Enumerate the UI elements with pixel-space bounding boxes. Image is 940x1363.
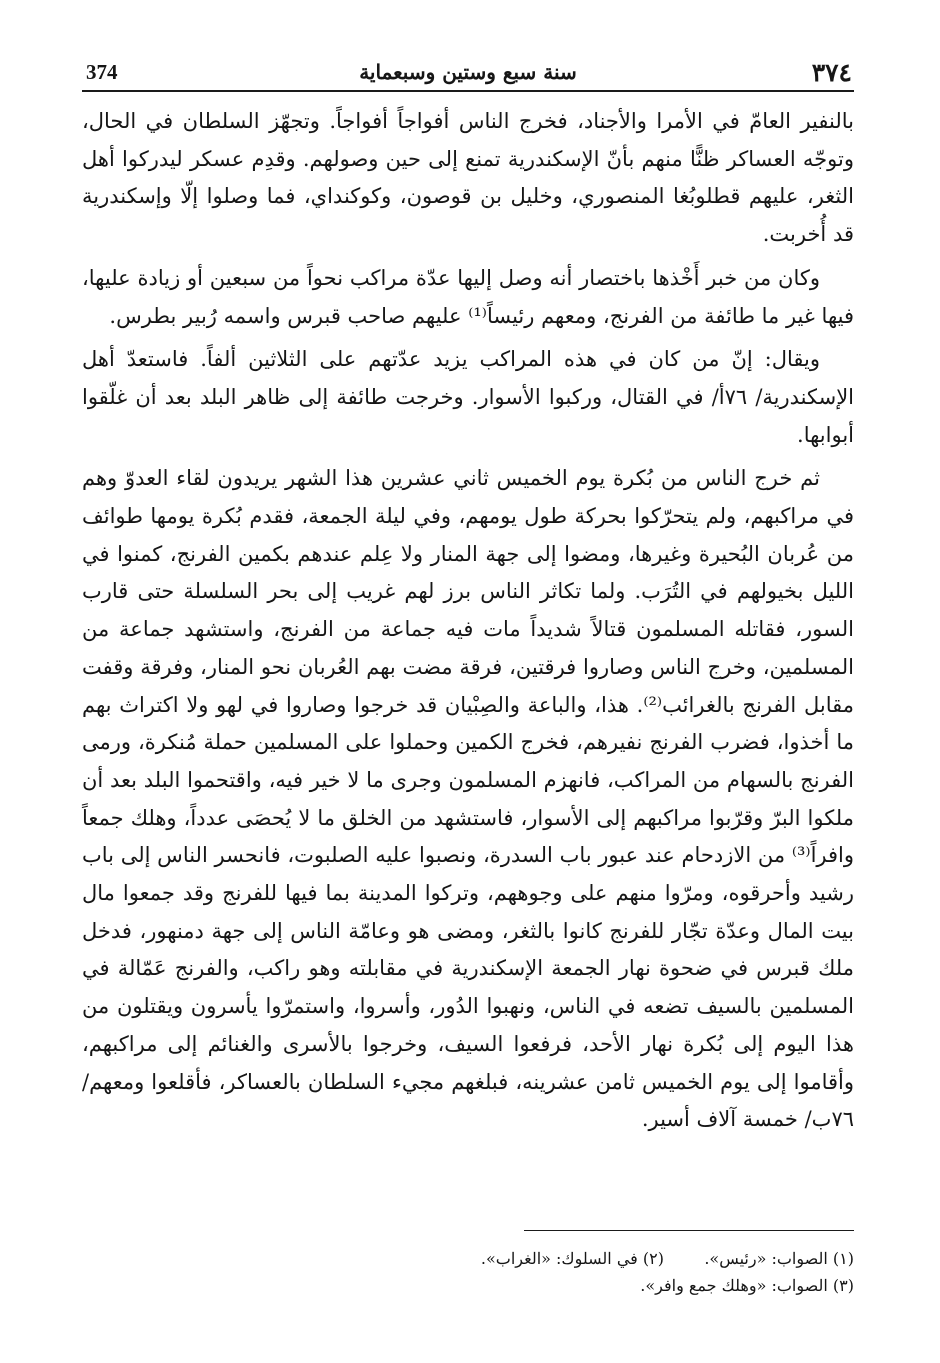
footnote-3: (٣) الصواب: «وهلك جمع وافر».: [640, 1276, 854, 1295]
page-header: [82, 56, 854, 92]
footnotes: [82, 1230, 854, 1299]
page-number-latin: 374: [86, 60, 118, 84]
main-text: [82, 103, 854, 1139]
page-number-arabic: ٣٧٤: [811, 58, 852, 87]
footnote-1: (١) الصواب: «رئيس».: [704, 1249, 854, 1268]
paragraph: بالنفير العامّ في الأمرا والأجناد، فخرج الناس أفواجاً أفواجاً. وتجهّز السلطان في الحال، وتوجّه العساكر ظنًّا منهم بأنّ الإسكندرية تمنع إلى حين وصولهم. وقدِم عسكر ليدركوا أهل الثغر، عليهم قطلوبُغا المنصوري، وخليل بن قوصون، وكوكنداي، فما وصلوا إلّا وإسكندرية قد أُخربت.: [82, 109, 854, 247]
footnote-row: [82, 1272, 854, 1299]
paragraph: ويقال: إنّ من كان في هذه المراكب يزيد عدّتهم على الثلاثين ألفاً. فاستعدّ أهل الإسكندرية/ ٧٦أ/ في القتال، وركبوا الأسوار. وخرجت طائفة إلى ظاهر البلد بعد أن غلّقوا أبوابها.: [82, 347, 855, 447]
footnote-row: [82, 1245, 854, 1272]
running-title: سنة سبع وستين وسبعماية: [359, 60, 577, 84]
footnote-2: (٢) في السلوك: «الغراب».: [480, 1249, 664, 1268]
paragraph: وكان من خبر أَخْذها باختصار أنه وصل إليها عدّة مراكب نحواً من سبعين أو زيادة عليها، فيها غير ما طائفة من الفرنج، ومعهم رئيساً⁽¹⁾ عليهم صاحب قبرس واسمه رُبير بطرس.: [82, 265, 854, 328]
paragraph: ثم خرج الناس من بُكرة يوم الخميس ثاني عشرين هذا الشهر يريدون لقاء العدوّ وهم في مراكبهم، ولم يتحرّكوا بحركة طول يومهم، وفي ليلة الجمعة، فقدم بُكرة يومها طوائف من عُربان البُحيرة وغيرها، ومضوا إلى جهة المنار ولا عِلم عندهم بكمين الفرنج، كمنوا في الليل بخيولهم في التُرَب. ولما تكاثر الناس برز لهم غريب إلى بحر السلسلة حتى قارب السور، فقاتله المسلمون قتالاً شديداً مات فيه جماعة من الفرنج، واستشهد جماعة من المسلمين، وخرج الناس وصاروا فرقتين، فرقة مضت بهم العُربان نحو المنار، وفرقة وقفت مقابل الفرنج بالغرائب⁽²⁾. هذا، والباعة والصِبْيان قد خرجوا وصاروا في لهو ولا اكتراث بهم ما أخذوا، فضرب الفرنج نفيرهم، فخرج الكمين وحملوا على المسلمين حملة مُنكرة، ورمى الفرنج بالسهام من المراكب، فانهزم المسلمون وجرى ما لا خير فيه، واقتحموا البلد بعد أن ملكوا البرّ وقرّبوا مراكبهم إلى الأسوار، فاستشهد من الخلق ما لا يُحصَى عدداً، وهلك جمعاً وافراً⁽³⁾ من الازدحام عند عبور باب السدرة، ونصبوا عليه الصلبوت، فانحسر الناس إلى باب رشيد وأحرقوه، ومرّوا منهم على وجوههم، وتركوا المدينة بما فيها للفرنج وقد جمعوا مال بيت المال وعدّة تجّار للفرنج كانوا بالثغر، ومضى هو وعامّة الناس إلى جهة دمنهور، فدخل ملك قبرس في ضحوة نهار الجمعة الإسكندرية في مقابلته وهو راكب، والفرنج عَمّالة في المسلمين بالسيف تضعه في الناس، ونهبوا الدُور، وأسروا، واستمرّوا يأسرون ويقتلون من هذا اليوم إلى بُكرة نهار الأحد، فرفعوا السيف، وخرجوا بالأسرى والغنائم إلى مراكبهم، وأقاموا إلى يوم الخميس ثامن عشرينه، فبلغهم مجيء السلطان بالعساكر، فأقلعوا ومعهم/ ٧٦ب/ خمسة آلاف أسير.: [82, 466, 854, 1132]
footnote-divider: [524, 1230, 854, 1231]
